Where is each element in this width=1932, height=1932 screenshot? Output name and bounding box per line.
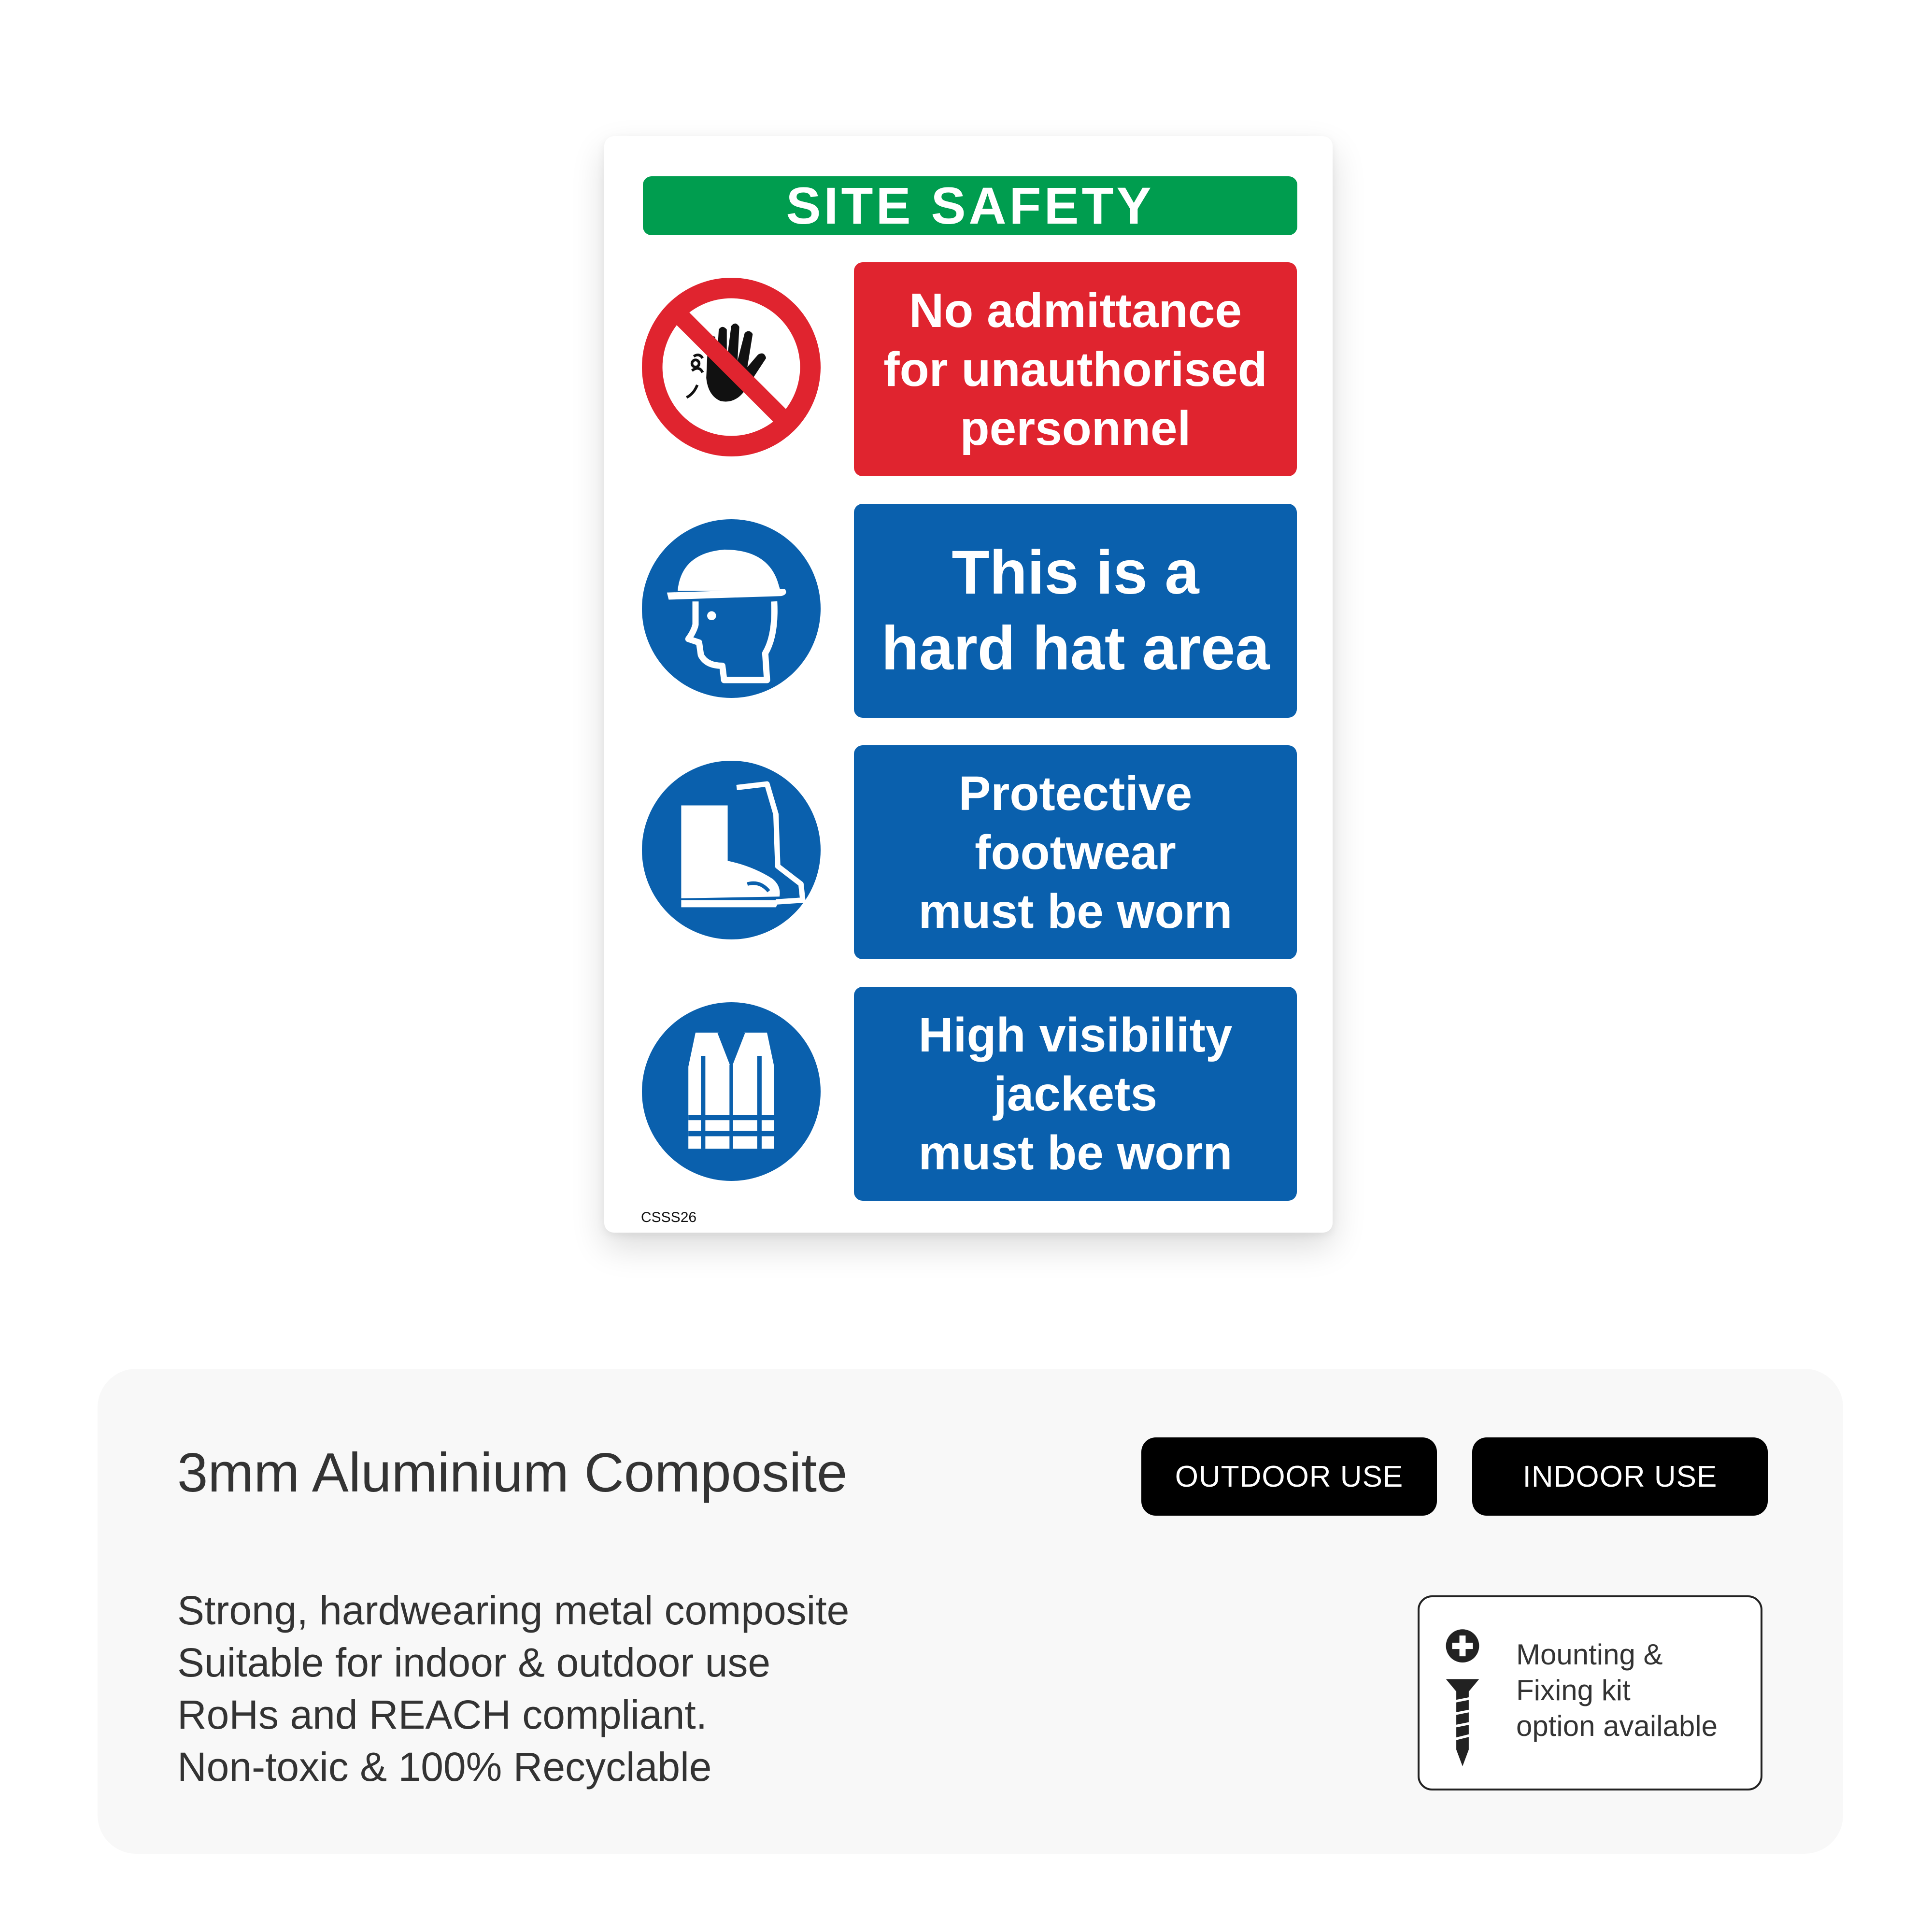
hard-hat-icon [642, 519, 821, 698]
fixing-kit-box [1418, 1595, 1762, 1790]
panel-message: No admittance for unauthorised personnel [883, 283, 1267, 455]
feature-list [177, 1584, 849, 1793]
panel-message: High visibility jackets must be worn [918, 1008, 1233, 1180]
product-code: CSSS26 [641, 1209, 697, 1225]
panel-message: Protective footwear must be worn [918, 766, 1233, 938]
material-title: 3mm Aluminium Composite [177, 1442, 848, 1504]
safety-boots-icon [642, 761, 821, 939]
outdoor-use-badge: OUTDOOR USE [1141, 1437, 1437, 1516]
panel-hard-hat [854, 504, 1297, 718]
sign-header: SITE SAFETY [643, 176, 1297, 235]
panel-footwear [854, 745, 1297, 959]
feature-item: Suitable for indoor & outdoor use [177, 1640, 771, 1685]
indoor-use-badge: INDOOR USE [1472, 1437, 1768, 1516]
feature-item: Strong, hardwearing metal composite [177, 1588, 850, 1633]
material-info-card [98, 1369, 1843, 1854]
feature-item: RoHs and REACH compliant. [177, 1692, 708, 1737]
screw-icon [1442, 1627, 1483, 1767]
feature-item: Non-toxic & 100% Recyclable [177, 1744, 712, 1790]
safety-sign [604, 136, 1333, 1233]
fixing-kit-text: Mounting & Fixing kit option available [1516, 1638, 1718, 1742]
panel-hi-vis [854, 987, 1297, 1201]
hi-vis-vest-icon [642, 1002, 821, 1181]
panel-message: This is a hard hat area [881, 538, 1270, 683]
panel-no-admittance [854, 262, 1297, 476]
no-entry-hand-icon [642, 278, 821, 456]
